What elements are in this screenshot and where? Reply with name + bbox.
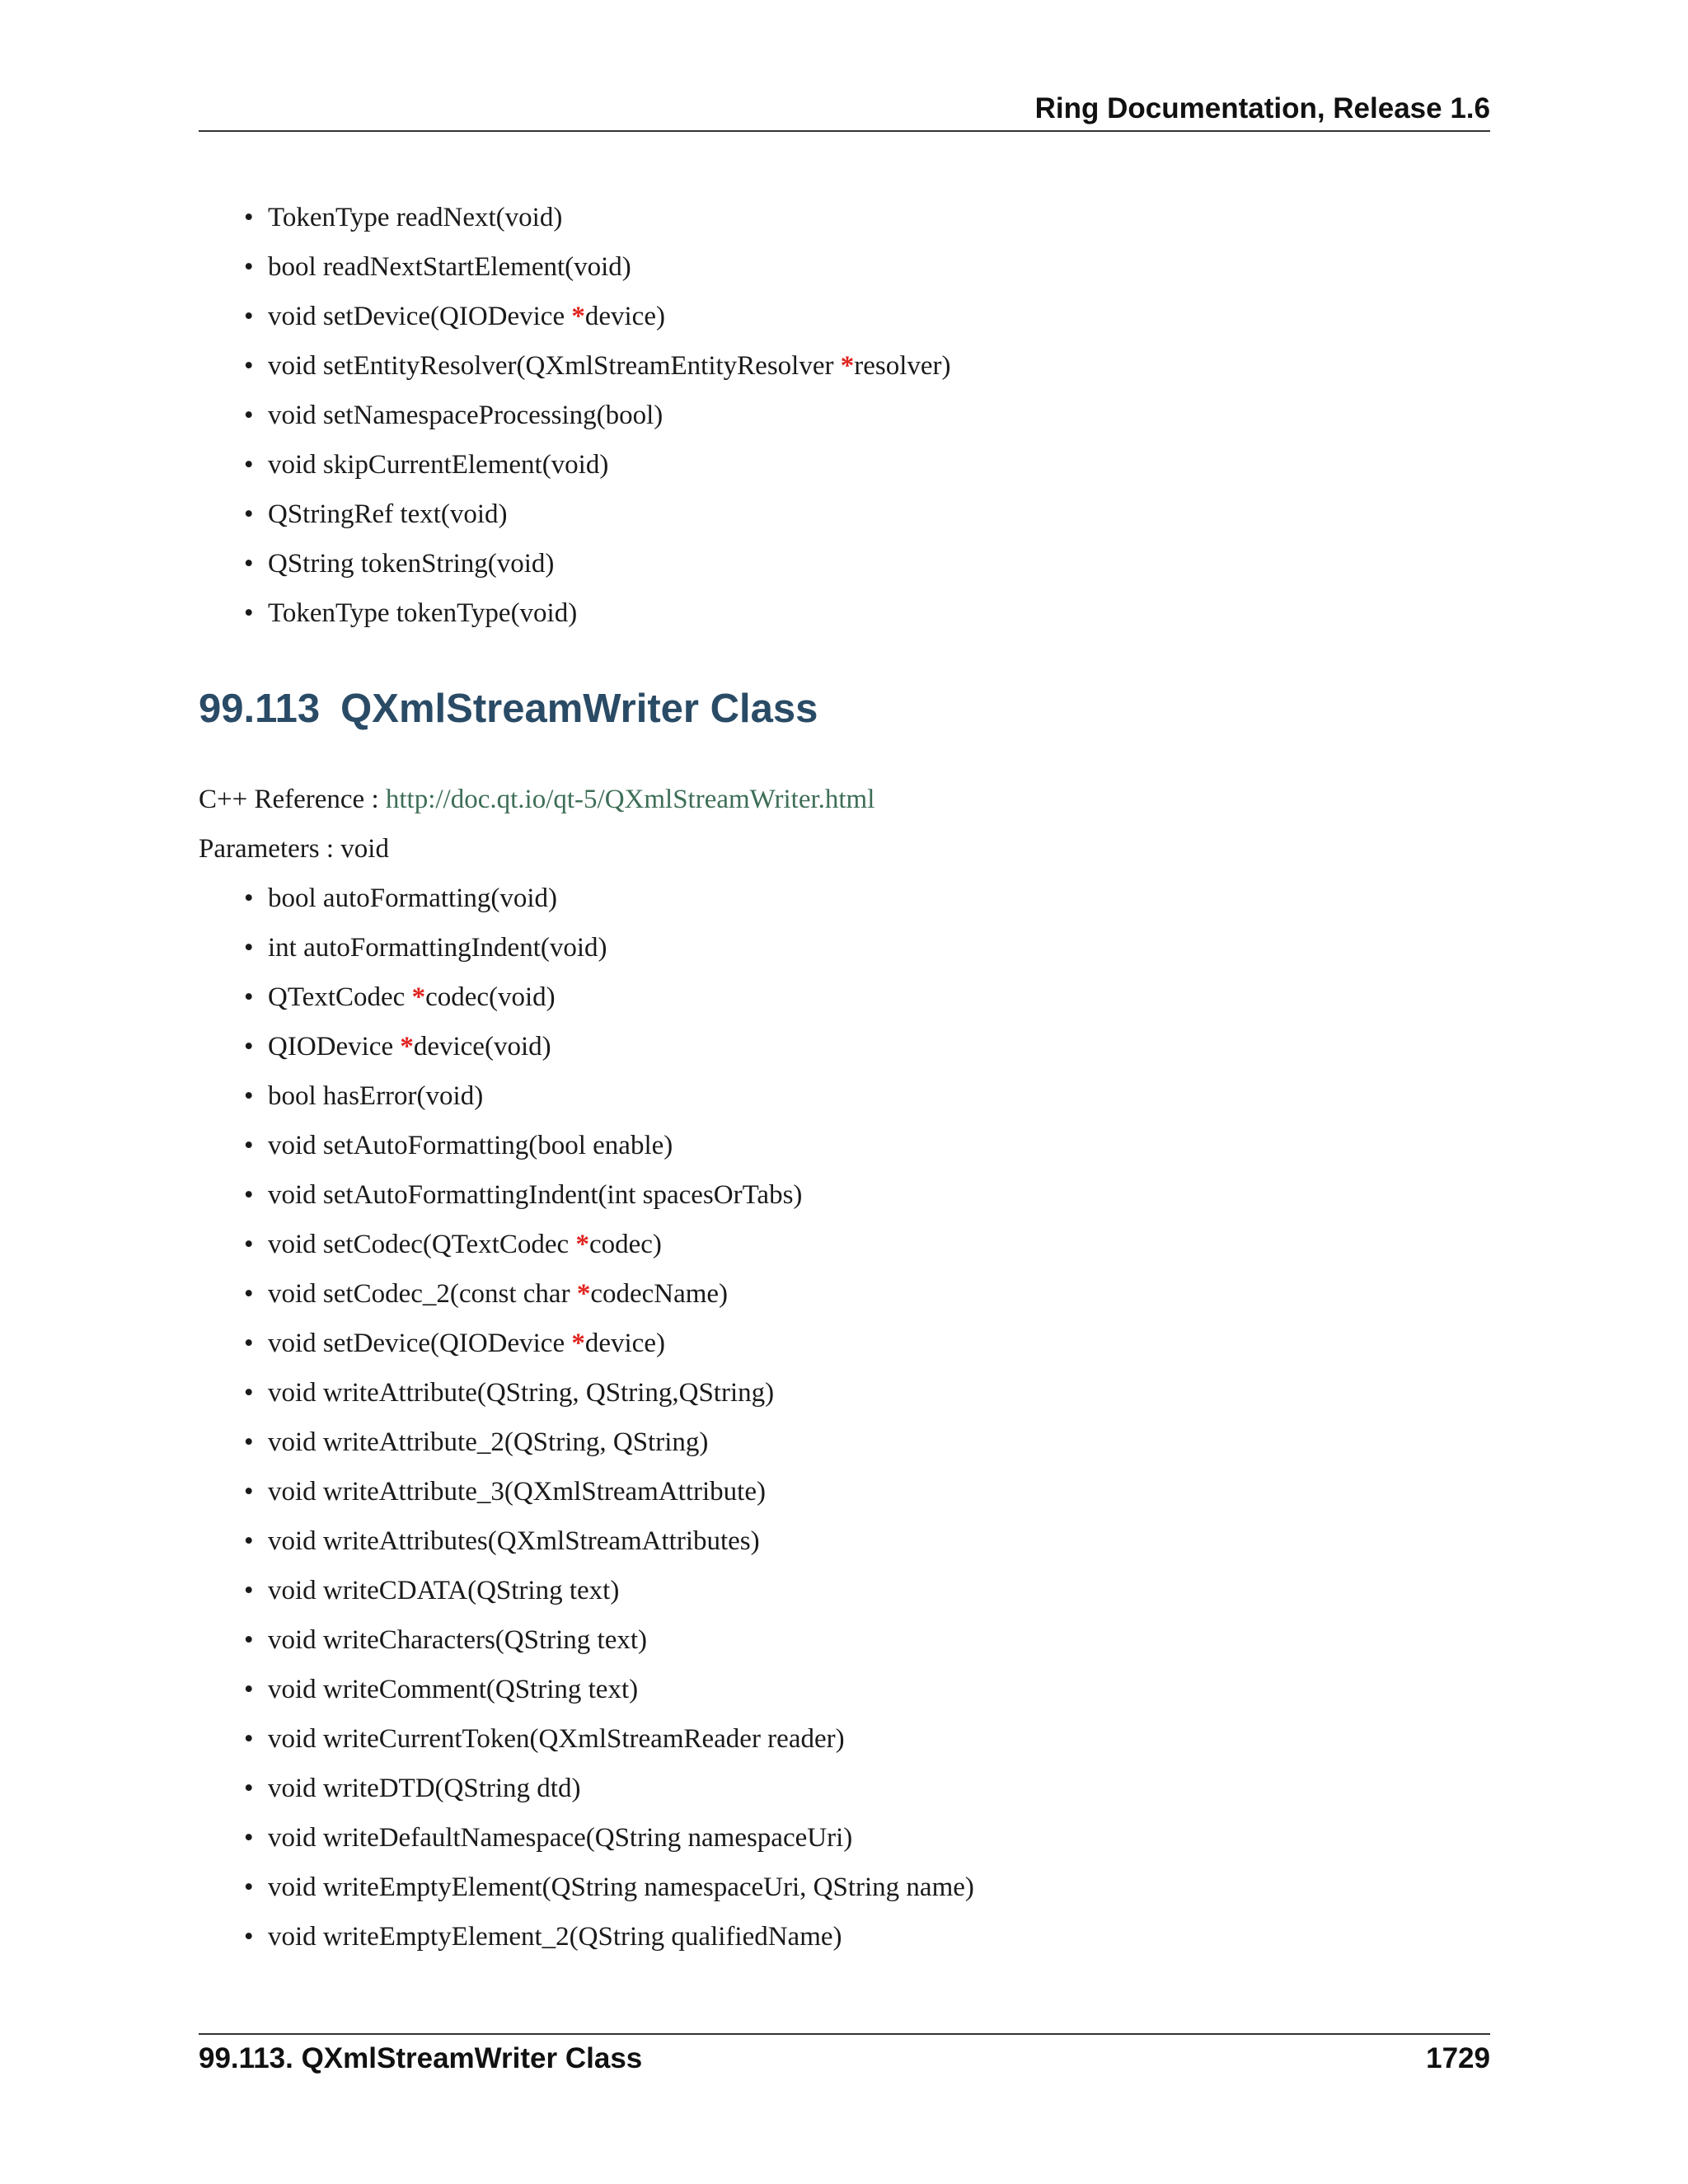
list-item: • void writeEmptyElement_2(QString qualifiedName)	[199, 1912, 1490, 1961]
reader-method-list	[199, 193, 1490, 638]
pointer-asterisk: *	[576, 1279, 591, 1309]
list-item: • void setCodec(QTextCodec *codec)	[199, 1220, 1490, 1269]
running-header: Ring Documentation, Release 1.6	[1034, 92, 1490, 124]
list-item: • bool readNextStartElement(void)	[199, 242, 1490, 292]
footer-section-title: 99.113. QXmlStreamWriter Class	[199, 2042, 643, 2074]
list-item: • void setNamespaceProcessing(bool)	[199, 391, 1490, 440]
list-item: • void setCodec_2(const char *codecName)	[199, 1269, 1490, 1319]
pointer-asterisk: *	[575, 1230, 589, 1259]
list-item: • void writeAttribute(QString, QString,QString)	[199, 1368, 1490, 1418]
cpp-reference-link[interactable]: http://doc.qt.io/qt-5/QXmlStreamWriter.html	[385, 785, 875, 814]
list-item: • void writeEmptyElement(QString namespaceUri, QString name)	[199, 1863, 1490, 1912]
pointer-asterisk: *	[411, 982, 426, 1012]
list-item: • QTextCodec *codec(void)	[199, 972, 1490, 1022]
list-item: • void writeAttribute_2(QString, QString)	[199, 1418, 1490, 1467]
pointer-asterisk: *	[571, 1329, 585, 1358]
list-item: • QStringRef text(void)	[199, 490, 1490, 539]
list-item: • void writeDefaultNamespace(QString namespaceUri)	[199, 1813, 1490, 1863]
pointer-asterisk: *	[400, 1032, 414, 1062]
list-item: • void writeComment(QString text)	[199, 1665, 1490, 1714]
document-page	[199, 0, 1490, 2184]
section-title: QXmlStreamWriter Class	[340, 687, 818, 731]
parameters-label: Parameters :	[199, 834, 341, 864]
list-item: • void writeCharacters(QString text)	[199, 1615, 1490, 1665]
page-number: 1729	[1426, 2042, 1490, 2074]
list-item: • void skipCurrentElement(void)	[199, 440, 1490, 490]
writer-method-list	[199, 874, 1490, 1961]
footer-divider	[199, 2033, 1490, 2035]
list-item: • void writeDTD(QString dtd)	[199, 1764, 1490, 1813]
reference-label: C++ Reference :	[199, 785, 386, 814]
list-item: • int autoFormattingIndent(void)	[199, 923, 1490, 972]
list-item: • void writeCDATA(QString text)	[199, 1566, 1490, 1615]
list-item: • bool hasError(void)	[199, 1071, 1490, 1121]
list-item: • void setDevice(QIODevice *device)	[199, 1319, 1490, 1368]
list-item: • QString tokenString(void)	[199, 539, 1490, 588]
cpp-reference-line	[199, 775, 874, 824]
list-item: • bool autoFormatting(void)	[199, 874, 1490, 923]
section-number: 99.113	[199, 687, 321, 731]
list-item: • void writeAttribute_3(QXmlStreamAttribute)	[199, 1467, 1490, 1516]
parameters-value: void	[340, 834, 389, 864]
header-divider	[199, 130, 1490, 132]
list-item: • TokenType readNext(void)	[199, 193, 1490, 242]
list-item: • void setEntityResolver(QXmlStreamEntityResolver *resolver)	[199, 341, 1490, 391]
section-heading	[199, 686, 818, 732]
list-item: • void setAutoFormattingIndent(int spacesOrTabs)	[199, 1170, 1490, 1220]
parameters-line	[199, 824, 389, 874]
pointer-asterisk: *	[571, 302, 585, 331]
list-item: • QIODevice *device(void)	[199, 1022, 1490, 1071]
list-item: • void writeCurrentToken(QXmlStreamReader reader)	[199, 1714, 1490, 1764]
pointer-asterisk: *	[840, 351, 855, 381]
list-item: • void writeAttributes(QXmlStreamAttributes)	[199, 1516, 1490, 1566]
list-item: • void setDevice(QIODevice *device)	[199, 292, 1490, 341]
list-item: • void setAutoFormatting(bool enable)	[199, 1121, 1490, 1170]
list-item: • TokenType tokenType(void)	[199, 588, 1490, 638]
